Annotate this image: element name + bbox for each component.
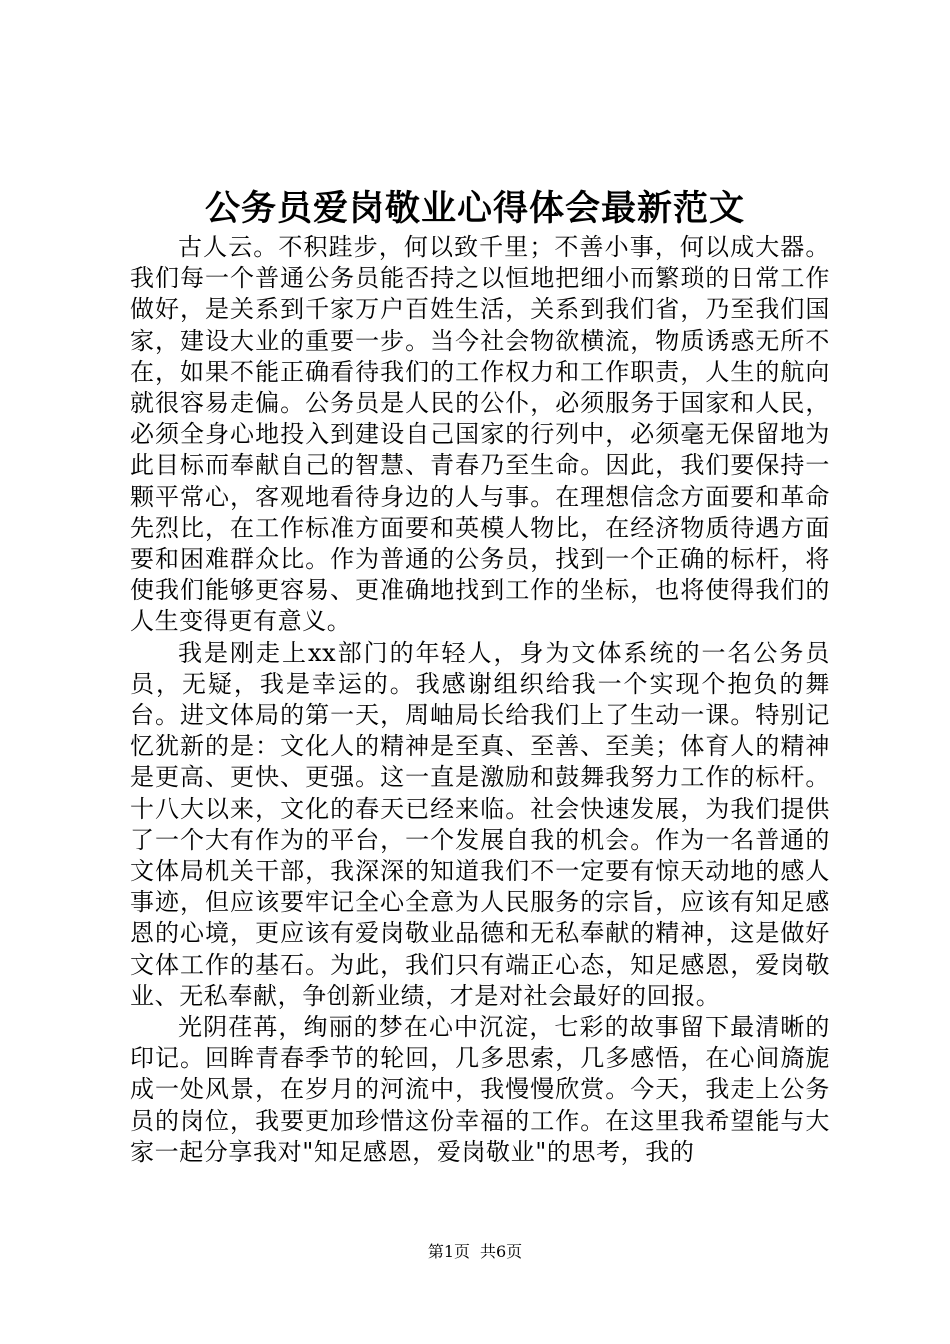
paragraph-2: 我是刚走上xx部门的年轻人，身为文体系统的一名公务员员，无疑，我是幸运的。我感谢组织给我一个实现个抱负的舞台。进文体局的第一天，周岫局长给我们上了生动一课。特别记忆犹新的是：文化人的精神是至真、至善、至美；体育人的精神是更高、更快、更强。这一直是激励和鼓舞我努力工作的标杆。十八大以来，文化的春天已经来临。社会快速发展，为我们提供了一个大有作为的平台，一个发展自我的机会。作为一名普通的文体局机关干部，我深深的知道我们不一定要有惊天动地的感人事迹，但应该要牢记全心全意为人民服务的宗旨，应该有知足感恩的心境，更应该有爱岗敬业品德和无私奉献的精神，这是做好文体工作的基石。为此，我们只有端正心态，知足感恩，爱岗敬业、无私奉献，争创新业绩，才是对社会最好的回报。 [130, 638, 830, 1010]
document-title: 公务员爱岗敬业心得体会最新范文 [204, 188, 745, 229]
page-number: 第1页 [427, 1242, 470, 1261]
paragraph-1: 古人云。不积跬步，何以致千里；不善小事，何以成大器。我们每一个普通公务员能否持之以恒地把细小而繁琐的日常工作做好，是关系到千家万户百姓生活，关系到我们省，乃至我们国家，建设大业的重要一步。当今社会物欲横流，物质诱惑无所不在，如果不能正确看待我们的工作权力和工作职责，人生的航向就很容易走偏。公务员是人民的公仆，必须服务于国家和人民，必须全身心地投入到建设自己国家的行列中，必须毫无保留地为此目标而奉献自己的智慧、青春乃至生命。因此，我们要保持一颗平常心，客观地看待身边的人与事。在理想信念方面要和革命先烈比，在工作标准方面要和英模人物比，在经济物质待遇方面要和困难群众比。作为普通的公务员，找到一个正确的标杆，将使我们能够更容易、更准确地找到工作的坐标，也将使得我们的人生变得更有意义。 [130, 233, 830, 636]
document-body [130, 232, 830, 1168]
page-footer [0, 1241, 950, 1263]
page-total: 共6页 [480, 1242, 523, 1261]
paragraph-3: 光阴荏苒，绚丽的梦在心中沉淀，七彩的故事留下最清晰的印记。回眸青春季节的轮回，几多思索，几多感悟，在心间旖旎成一处风景，在岁月的河流中，我慢慢欣赏。今天，我走上公务员的岗位，我要更加珍惜这份幸福的工作。在这里我希望能与大家一起分享我对"知足感恩，爱岗敬业"的思考，我的 [130, 1013, 830, 1166]
